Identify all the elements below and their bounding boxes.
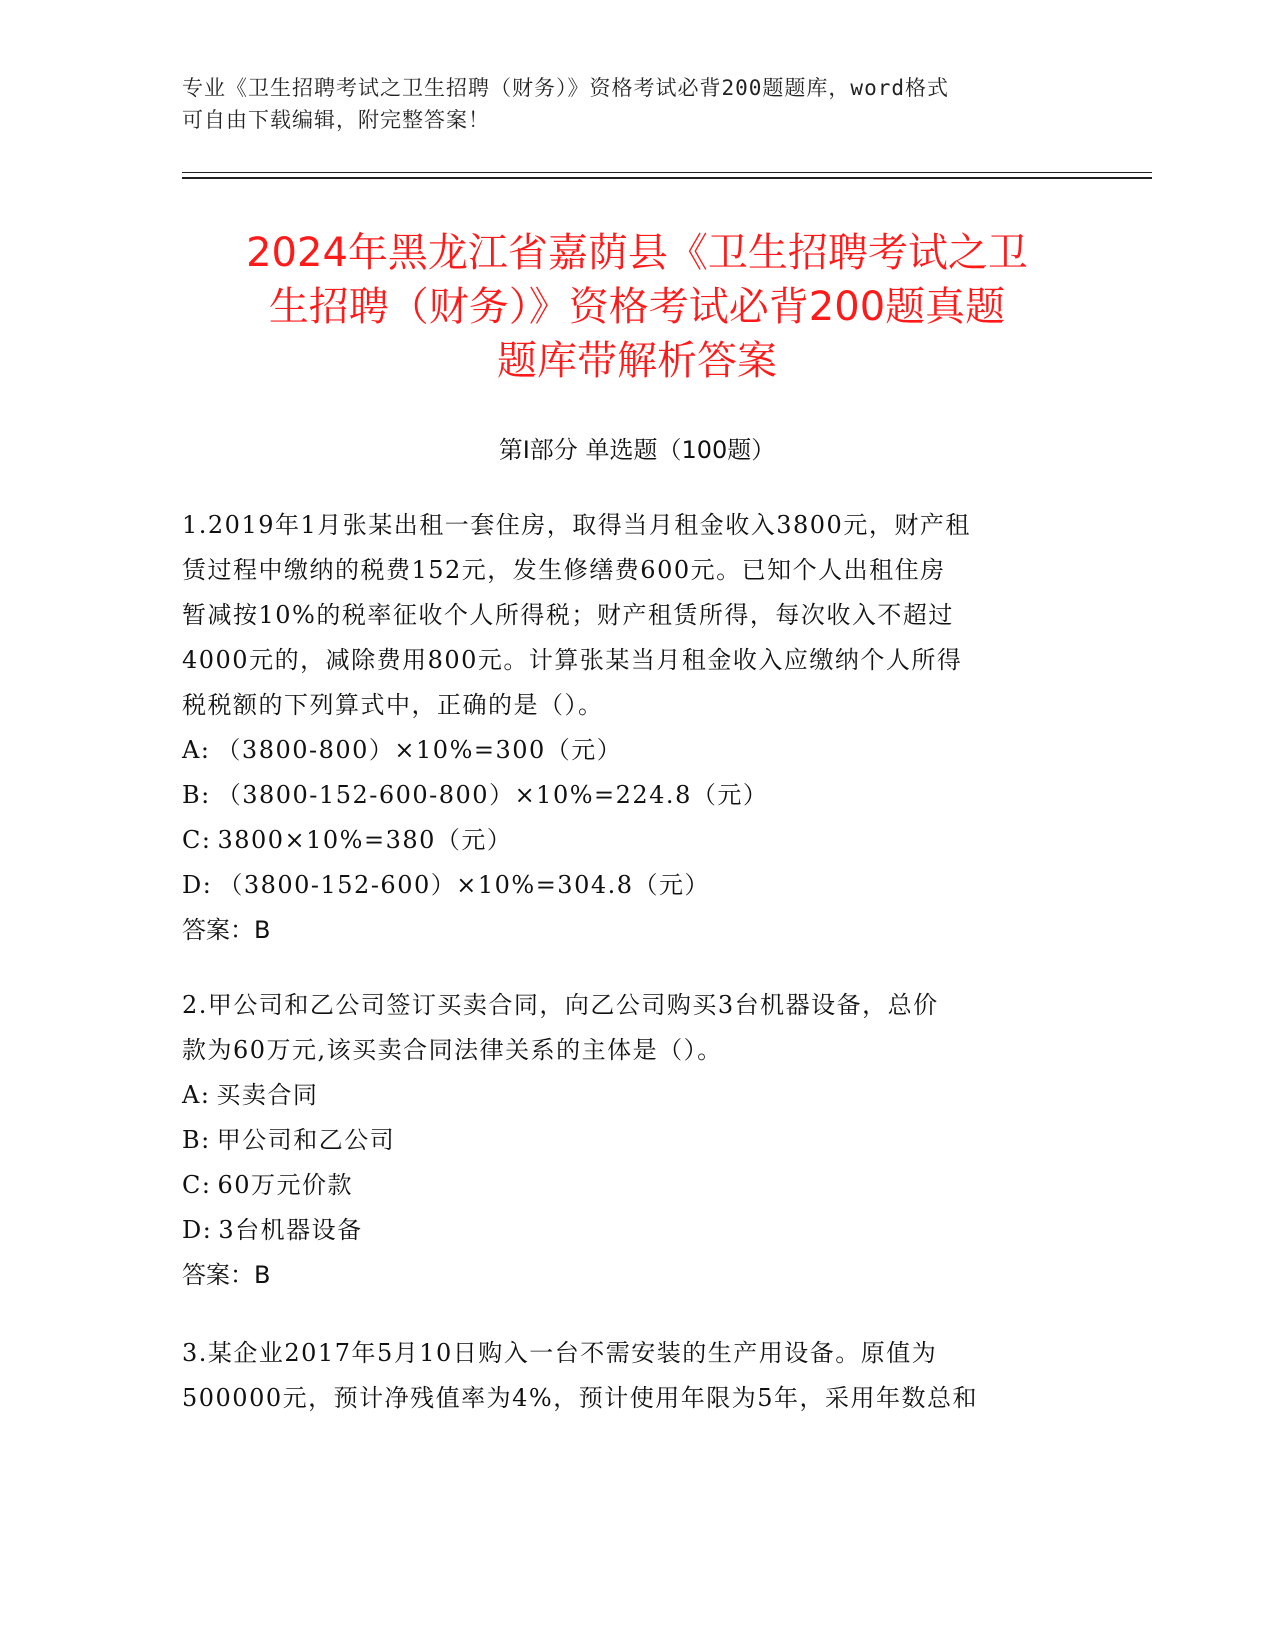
option-key: D: [182,1216,213,1244]
question-stem-line: 1.2019年1月张某出租一套住房，取得当月租金收入3800元，财产租 [182,511,971,539]
question-stem [182,503,1082,728]
option-text: （3800-800）×10%=300（元） [216,736,623,764]
question-1 [182,503,1082,952]
document-title-line: 生招聘（财务）》资格考试必背200题真题 [268,284,1006,330]
option-c [182,1163,1082,1208]
question-stem-line: 款为60万元,该买卖合同法律关系的主体是（）。 [182,1036,723,1064]
question-3 [182,1331,1082,1421]
option-text: 3800×10%=380（元） [217,826,513,854]
question-stem-line: 暂减按10%的税率征收个人所得税；财产租赁所得，每次收入不超过 [182,601,954,629]
answer-label: 答案：B [182,1261,271,1289]
header-note-line: 可自由下载编辑，附完整答案！ [182,108,490,132]
option-d [182,863,1082,908]
option-a [182,728,1082,773]
question-stem-line: 赁过程中缴纳的税费152元，发生修缮费600元。已知个人出租住房 [182,556,946,584]
question-stem-line: 4000元的，减除费用800元。计算张某当月租金收入应缴纳个人所得 [182,646,963,674]
option-text: （3800-152-600）×10%=304.8（元） [218,871,711,899]
option-text: 甲公司和乙公司 [216,1126,396,1154]
option-text: 买卖合同 [216,1081,319,1109]
option-text: 3台机器设备 [218,1216,363,1244]
question-2 [182,983,1082,1297]
document-title-line: 2024年黑龙江省嘉荫县《卫生招聘考试之卫 [246,230,1028,276]
question-stem-line: 3.某企业2017年5月10日购入一台不需安装的生产用设备。原值为 [182,1339,938,1367]
option-d [182,1208,1082,1253]
header-divider-thin [182,172,1152,173]
header-note-line: 专业《卫生招聘考试之卫生招聘（财务）》资格考试必背200题题库，word格式 [182,76,949,100]
document-title [182,226,1092,388]
header-note [182,72,1062,136]
option-c [182,818,1082,863]
option-text: （3800-152-600-800）×10%=224.8（元） [216,781,769,809]
option-key: C: [182,1171,212,1199]
option-key: C: [182,826,212,854]
question-stem-line: 500000元，预计净残值率为4%，预计使用年限为5年，采用年数总和 [182,1384,978,1412]
option-key: A: [182,1081,211,1109]
option-b [182,773,1082,818]
answer-label: 答案：B [182,916,271,944]
option-key: B: [182,1126,211,1154]
option-key: B: [182,781,211,809]
option-key: D: [182,871,213,899]
option-b [182,1118,1082,1163]
question-stem [182,983,1082,1073]
option-key: A: [182,736,211,764]
option-text: 60万元价款 [217,1171,353,1199]
section-title: 第Ⅰ部分 单选题（100题） [498,436,776,464]
question-stem [182,1331,1082,1421]
header-divider-thick [182,177,1152,179]
document-title-line: 题库带解析答案 [497,338,777,384]
question-stem-line: 2.甲公司和乙公司签订买卖合同，向乙公司购买3台机器设备，总价 [182,991,939,1019]
question-stem-line: 税税额的下列算式中，正确的是（）。 [182,691,604,719]
option-a [182,1073,1082,1118]
